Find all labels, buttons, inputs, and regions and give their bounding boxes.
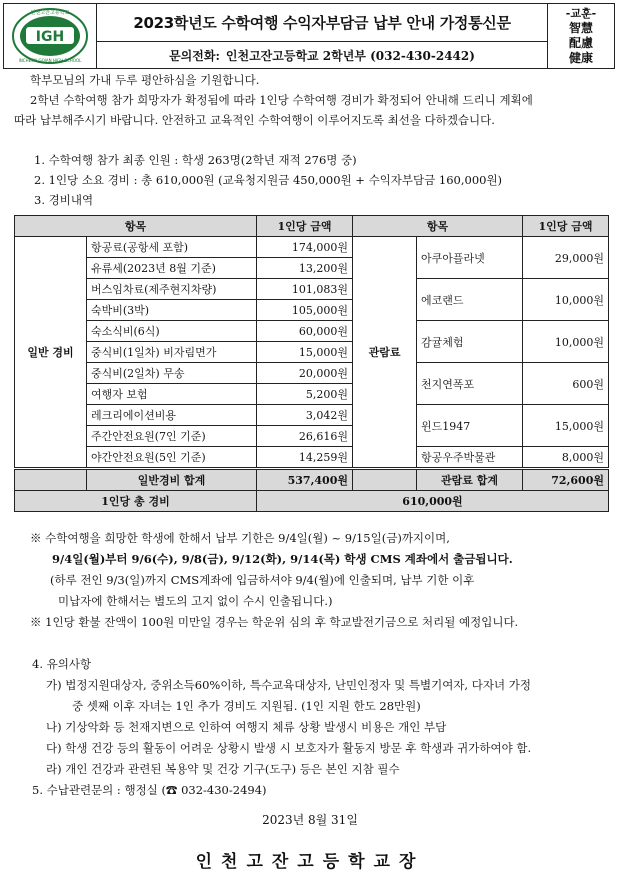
motto-health: 健康 xyxy=(568,51,593,65)
school-motto xyxy=(547,4,614,68)
principal-signature: 인천고잔고등학교장 xyxy=(195,852,425,872)
logo-ring-top: 인천고잔고등학교 xyxy=(30,10,70,16)
note-unpaid-withdrawal: 미납자에 한해서는 별도의 고지 없이 수시 인출됩니다.) xyxy=(58,594,333,608)
precaution-c: 다) 학생 건강 등의 활동이 어려운 상황시 발생 시 보호자가 활동지 방문 후 학생과 귀가하여야 함. xyxy=(46,741,532,755)
payment-notes xyxy=(30,528,615,633)
expense-name: 버스임차료(제주현지차량) xyxy=(87,279,257,300)
admission-label: 관람료 xyxy=(353,237,417,468)
expense-amount: 15,000원 xyxy=(257,342,353,363)
expense-amount: 20,000원 xyxy=(257,363,353,384)
general-subtotal-amount: 537,400원 xyxy=(257,470,353,491)
expense-amount: 60,000원 xyxy=(257,321,353,342)
precaution-b: 나) 기상악화 등 천재지변으로 인하여 여행지 체류 상황 발생시 비용은 개인 부담 xyxy=(46,720,447,734)
expense-amount: 101,083원 xyxy=(257,279,353,300)
school-logo-cell xyxy=(4,4,97,68)
table-row xyxy=(15,447,609,468)
admission-amount: 29,000원 xyxy=(523,237,609,279)
note-payment-period: ※ 수학여행을 희망한 학생에 한해서 납부 기한은 9/4일(월) ~ 9/15일(금)까지이며, xyxy=(30,531,450,545)
contact-value: 인천고잔고등학교 2학년부 (032-430-2442) xyxy=(225,48,475,63)
note-deposit-deadline: (하루 전인 9/3(일)까지 CMS계좌에 입금하셔야 9/4(월)에 인출되며, 납부 기한 이후 xyxy=(50,573,475,587)
admission-total-blank xyxy=(353,470,417,491)
subtotal-row xyxy=(15,470,609,491)
admission-amount: 10,000원 xyxy=(523,279,609,321)
precaution-a-cont: 중 셋째 이후 자녀는 1인 추가 경비도 지원됨. (1인 지원 한도 28만원) xyxy=(72,699,421,713)
table-row xyxy=(15,237,609,258)
table-header-row xyxy=(15,216,609,237)
expense-amount: 13,200원 xyxy=(257,258,353,279)
expense-table xyxy=(14,215,609,468)
intro-line-3: 따라 납부해주시기 바랍니다. 안전하고 교육적인 수학여행이 이루어지도록 최선을 다하겠습니다. xyxy=(14,113,495,127)
expense-amount: 3,042원 xyxy=(257,405,353,426)
summary-items xyxy=(34,150,604,210)
note-withdrawal-dates: 9/4일(월)부터 9/6(수), 9/8(금), 9/12(화), 9/14(목) 학생 CMS 계좌에서 출금됩니다. xyxy=(52,552,513,566)
expense-amount: 14,259원 xyxy=(257,447,353,468)
admission-amount: 8,000원 xyxy=(523,447,609,468)
grand-total-label: 1인당 총 경비 xyxy=(15,491,257,512)
intro-line-2: 2학년 수학여행 참가 희망자가 확정됨에 따라 1인당 수학여행 경비가 확정되어 안내해 드리니 계획에 xyxy=(30,93,533,107)
table-row xyxy=(15,363,609,384)
expense-amount: 174,000원 xyxy=(257,237,353,258)
contact-label: 문의전화: xyxy=(169,48,220,63)
admission-amount: 15,000원 xyxy=(523,405,609,447)
intro-text xyxy=(14,70,608,130)
item-expense-breakdown: 3. 경비내역 xyxy=(34,193,94,207)
expense-name: 야간안전요원(5인 기준) xyxy=(87,447,257,468)
admission-name: 감귤체험 xyxy=(417,321,523,363)
expense-amount: 105,000원 xyxy=(257,300,353,321)
item-participants: 1. 수학여행 참가 최종 인원 : 학생 263명(2학년 재적 276명 중) xyxy=(34,153,357,167)
expense-name: 레크리에이션비용 xyxy=(87,405,257,426)
expense-name: 유류세(2023년 8월 기준) xyxy=(87,258,257,279)
admission-name: 윈드1947 xyxy=(417,405,523,447)
logo-text: IGH xyxy=(35,29,65,45)
letter-date: 2023년 8월 31일 xyxy=(262,813,358,827)
expense-name: 중식비(1일차) 비자림면가 xyxy=(87,342,257,363)
title-cell xyxy=(97,4,547,68)
admission-name: 천지연폭포 xyxy=(417,363,523,405)
general-subtotal-label: 일반경비 합계 xyxy=(87,470,257,491)
expense-name: 주간안전요원(7인 기준) xyxy=(87,426,257,447)
admission-total-label: 관람료 합계 xyxy=(417,470,523,491)
expense-name: 숙소식비(6식) xyxy=(87,321,257,342)
admission-name: 에코랜드 xyxy=(417,279,523,321)
item-cost-per-person: 2. 1인당 소요 경비 : 총 610,000원 (교육청지원금 450,000원 + 수익자부담금 160,000원) xyxy=(34,173,503,187)
grand-total-row xyxy=(15,491,609,512)
expense-name: 중식비(2일차) 무송 xyxy=(87,363,257,384)
logo-ring-bottom: INCHEON GOJAN HIGH SCHOOL xyxy=(18,58,82,63)
expense-name: 항공료(공항세 포함) xyxy=(87,237,257,258)
admission-name: 아쿠아플라넷 xyxy=(417,237,523,279)
contact-line xyxy=(97,42,547,68)
expense-name: 여행자 보험 xyxy=(87,384,257,405)
totals-table xyxy=(14,469,609,512)
admission-amount: 10,000원 xyxy=(523,321,609,363)
expense-name: 숙박비(3박) xyxy=(87,300,257,321)
expense-amount: 26,616원 xyxy=(257,426,353,447)
payment-inquiry: 5. 수납관련문의 : 행정실 (☎ 032-430-2494) xyxy=(32,783,267,797)
header-amount-2: 1인당 금액 xyxy=(523,216,609,237)
letter-title: 2023학년도 수학여행 수익자부담금 납부 안내 가정통신문 xyxy=(97,4,547,42)
header-item-2: 항목 xyxy=(353,216,523,237)
intro-greeting: 학부모님의 가내 두루 평안하심을 기원합니다. xyxy=(30,73,260,87)
header-amount: 1인당 금액 xyxy=(257,216,353,237)
admission-name: 항공우주박물관 xyxy=(417,447,523,468)
precaution-d: 라) 개인 건강과 관련된 복용약 및 건강 기구(도구) 등은 본인 지참 필수 xyxy=(46,762,400,776)
motto-consideration: 配慮 xyxy=(568,36,593,50)
precautions-title: 4. 유의사항 xyxy=(32,657,92,671)
precautions-section xyxy=(28,654,613,801)
table-row xyxy=(15,279,609,300)
school-logo xyxy=(10,6,90,66)
admission-amount: 600원 xyxy=(523,363,609,405)
motto-wisdom: 智慧 xyxy=(568,21,593,35)
note-refund-policy: ※ 1인당 환불 잔액이 100원 미만일 경우는 학운위 심의 후 학교발전기금으로 처리될 예정입니다. xyxy=(30,615,519,629)
motto-label: -교훈- xyxy=(565,7,597,20)
general-total-blank xyxy=(15,470,87,491)
precaution-a: 가) 법정지원대상자, 중위소득60%이하, 특수교육대상자, 난민인정자 및 특별기여자, 다자녀 가정 xyxy=(46,678,531,692)
general-expense-label: 일반 경비 xyxy=(15,237,87,468)
admission-total-amount: 72,600원 xyxy=(523,470,609,491)
table-row xyxy=(15,321,609,342)
grand-total-amount: 610,000원 xyxy=(257,491,609,512)
table-row xyxy=(15,405,609,426)
header-item: 항목 xyxy=(15,216,257,237)
expense-amount: 5,200원 xyxy=(257,384,353,405)
letter-header xyxy=(3,3,615,69)
